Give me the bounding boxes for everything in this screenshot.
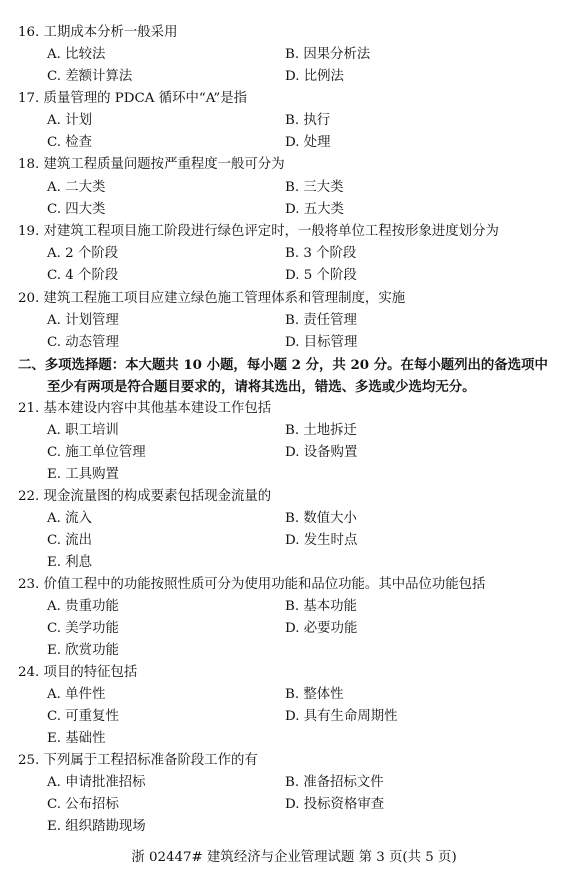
question-22-option-e: E. 利息 xyxy=(47,555,93,570)
question-22-option-a: A. 流入 xyxy=(47,511,92,526)
question-18-option-d: D. 五大类 xyxy=(285,202,344,217)
question-23-option-c: C. 美学功能 xyxy=(47,621,119,636)
question-16-option-a: A. 比较法 xyxy=(47,47,106,62)
question-19-option-a: A. 2 个阶段 xyxy=(47,246,119,261)
page-footer: 浙 02447# 建筑经济与企业管理试题 第 3 页(共 5 页) xyxy=(131,850,457,865)
question-20-option-b: B. 责任管理 xyxy=(285,313,357,328)
section-2-instructions: 至少有两项是符合题目要求的，请将其选出，错选、多选或少选均无分。 xyxy=(47,379,476,395)
question-18-stem: 18. 建筑工程质量问题按严重程度一般可分为 xyxy=(18,157,285,172)
question-17-option-c: C. 检查 xyxy=(47,135,93,150)
question-23-option-b: B. 基本功能 xyxy=(285,599,357,614)
question-25-option-e: E. 组织踏勘现场 xyxy=(47,819,146,834)
question-21-stem: 21. 基本建设内容中其他基本建设工作包括 xyxy=(18,401,272,416)
question-17-option-d: D. 处理 xyxy=(285,135,331,150)
question-25-option-a: A. 申请批准招标 xyxy=(47,775,146,790)
question-21-option-b: B. 土地拆迁 xyxy=(285,423,357,438)
question-25-option-b: B. 准备招标文件 xyxy=(285,775,384,790)
question-24-option-d: D. 具有生命周期性 xyxy=(285,709,398,724)
question-22-stem: 22. 现金流量图的构成要素包括现金流量的 xyxy=(18,489,272,504)
question-25-option-c: C. 公布招标 xyxy=(47,797,119,812)
question-24-option-e: E. 基础性 xyxy=(47,731,106,746)
question-21-option-a: A. 职工培训 xyxy=(47,423,119,438)
question-16-option-b: B. 因果分析法 xyxy=(285,47,371,62)
question-23-option-d: D. 必要功能 xyxy=(285,621,358,636)
question-18-option-a: A. 二大类 xyxy=(47,180,106,195)
question-20-option-c: C. 动态管理 xyxy=(47,335,119,350)
question-21-option-c: C. 施工单位管理 xyxy=(47,445,146,460)
section-2-heading: 二、多项选择题：本大题共 10 小题，每小题 2 分，共 20 分。在每小题列出的备选项中 xyxy=(18,357,548,373)
question-20-stem: 20. 建筑工程施工项目应建立绿色施工管理体系和管理制度，实施 xyxy=(18,291,406,306)
question-23-option-e: E. 欣赏功能 xyxy=(47,643,119,658)
question-23-option-a: A. 贵重功能 xyxy=(47,599,119,614)
question-16-stem: 16. 工期成本分析一般采用 xyxy=(18,25,178,40)
question-22-option-b: B. 数值大小 xyxy=(285,511,357,526)
question-25-option-d: D. 投标资格审查 xyxy=(285,797,385,812)
question-19-option-d: D. 5 个阶段 xyxy=(285,268,357,283)
question-17-option-a: A. 计划 xyxy=(47,113,92,128)
question-16-option-c: C. 差额计算法 xyxy=(47,69,133,84)
question-18-option-c: C. 四大类 xyxy=(47,202,106,217)
question-24-option-a: A. 单件性 xyxy=(47,687,106,702)
question-24-option-c: C. 可重复性 xyxy=(47,709,119,724)
question-22-option-d: D. 发生时点 xyxy=(285,533,358,548)
question-22-option-c: C. 流出 xyxy=(47,533,93,548)
question-20-option-a: A. 计划管理 xyxy=(47,313,119,328)
question-18-option-b: B. 三大类 xyxy=(285,180,344,195)
question-19-option-b: B. 3 个阶段 xyxy=(285,246,357,261)
question-24-stem: 24. 项目的特征包括 xyxy=(18,665,138,680)
question-21-option-e: E. 工具购置 xyxy=(47,467,119,482)
question-20-option-d: D. 目标管理 xyxy=(285,335,358,350)
question-17-option-b: B. 执行 xyxy=(285,113,331,128)
question-23-stem: 23. 价值工程中的功能按照性质可分为使用功能和品位功能。其中品位功能包括 xyxy=(18,577,486,592)
question-25-stem: 25. 下列属于工程招标准备阶段工作的有 xyxy=(18,753,258,768)
question-16-option-d: D. 比例法 xyxy=(285,69,344,84)
question-19-stem: 19. 对建筑工程项目施工阶段进行绿色评定时，一般将单位工程按形象进度划分为 xyxy=(18,224,499,239)
question-21-option-d: D. 设备购置 xyxy=(285,445,358,460)
question-24-option-b: B. 整体性 xyxy=(285,687,344,702)
question-17-stem: 17. 质量管理的 PDCA 循环中“A”是指 xyxy=(18,91,248,106)
question-19-option-c: C. 4 个阶段 xyxy=(47,268,119,283)
